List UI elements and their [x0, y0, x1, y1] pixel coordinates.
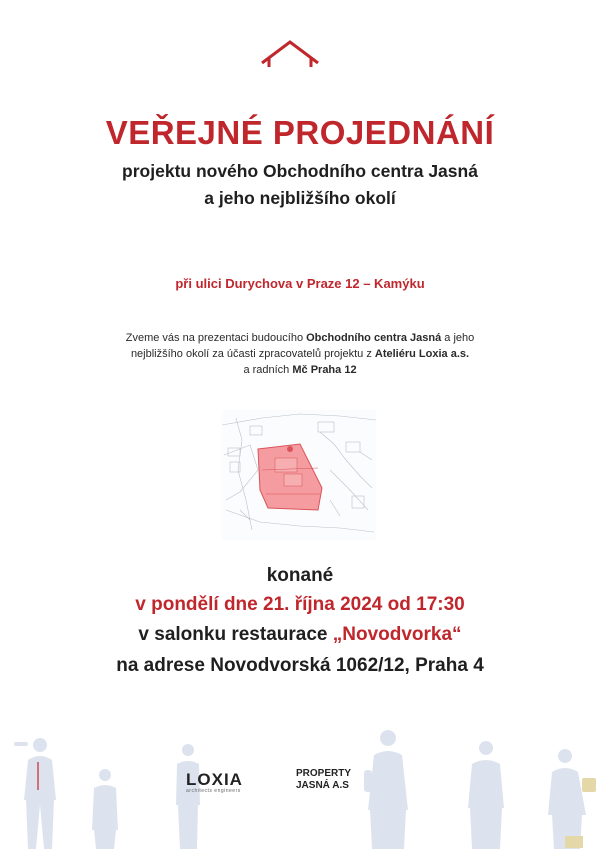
intro-line-1: Zveme vás na prezentaci budoucího Obchodního centra Jasná a jeho — [125, 332, 475, 344]
venue-name: „Novodvorka“ — [332, 624, 462, 645]
page-title: VEŘEJNÉ PROJEDNÁNÍ — [105, 114, 495, 151]
intro-line-2: nejbližšího okolí za účasti zpracovatelů projektu z Ateliéru Loxia a.s. — [130, 348, 470, 360]
intro-line-3: a radních Mč Praha 12 — [243, 364, 357, 376]
subtitle-line-2: a jeho nejbližšího okolí — [204, 188, 396, 208]
property-jasna-logo: PROPERTY JASNÁ A.S — [296, 768, 352, 791]
event-address: na adrese Novodvorská 1062/12, Praha 4 — [116, 655, 484, 676]
event-heading: konané — [266, 565, 334, 586]
subtitle-line-1: projektu nového Obchodního centra Jasná — [122, 161, 478, 181]
event-venue: v salonku restaurace „Novodvorka“ — [138, 624, 462, 645]
house-roof-icon — [262, 42, 318, 67]
intro-paragraph — [0, 330, 600, 378]
event-date: v pondělí dne 21. října 2024 od 17:30 — [135, 594, 465, 615]
loxia-logo: LOXIA architects engineers — [186, 770, 243, 794]
location-text: při ulici Durychova v Praze 12 – Kamýku — [175, 276, 425, 291]
